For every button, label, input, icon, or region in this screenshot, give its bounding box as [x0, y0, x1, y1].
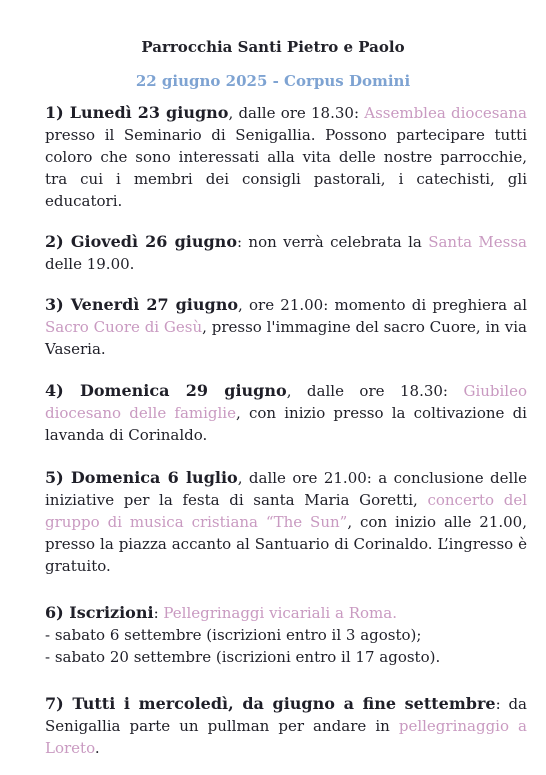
- list-item: - sabato 6 settembre (iscrizioni entro il 3 agosto);: [45, 626, 422, 644]
- notice-title: 3) Venerdì 27 giugno: [45, 295, 239, 314]
- notice-link[interactable]: Giubileo diocesano delle famiglie: [45, 382, 528, 422]
- notice-item-6: [45, 602, 527, 668]
- notice-text: presso il Seminario di Senigallia. Possono partecipare tutti coloro che sono interessati alla vita delle nostre parrocchie, tra cui i membri dei consigli pastorali, i catechisti, gli educatori.: [45, 126, 527, 210]
- notice-link[interactable]: Santa Messa: [428, 233, 527, 251]
- notice-title: 1) Lunedì 23 giugno: [45, 103, 229, 122]
- notice-text: , dalle ore 21.00: a conclusione delle iniziative per la festa di santa Maria Goretti,: [45, 469, 528, 509]
- notice-item-1: [45, 102, 527, 212]
- parish-name: Parrocchia Santi Pietro e Paolo: [141, 38, 405, 56]
- notice-item-5: [45, 467, 527, 577]
- notice-text: delle 19.00.: [45, 255, 135, 273]
- notice-text: , con inizio presso la coltivazione di lavanda di Corinaldo.: [45, 404, 527, 444]
- notice-title: 5) Domenica 6 luglio: [45, 468, 238, 487]
- notice-text: , dalle ore 18.30:: [228, 104, 365, 122]
- notice-text: , con inizio alle 21.00, presso la piazza accanto al Santuario di Corinaldo. L’ingresso è gratuito.: [45, 513, 527, 575]
- notice-link[interactable]: Sacro Cuore di Gesù: [45, 318, 203, 336]
- notice-title: 4) Domenica 29 giugno: [45, 381, 287, 400]
- notice-title: 6) Iscrizioni: [45, 603, 154, 622]
- notice-text: , presso l'immagine del sacro Cuore, in via Vaseria.: [45, 318, 527, 358]
- notice-link[interactable]: Assemblea diocesana: [364, 104, 527, 122]
- notice-text: : non verrà celebrata la: [237, 233, 429, 251]
- date-title: 22 giugno 2025 - Corpus Domini: [135, 72, 411, 90]
- notice-text: , dalle ore 18.30:: [286, 382, 464, 400]
- notice-link[interactable]: concerto del gruppo di musica cristiana “The Sun”: [45, 491, 527, 531]
- notice-title: 7) Tutti i mercoledì, da giugno a fine settembre: [45, 694, 496, 713]
- notice-text: :: [153, 604, 164, 622]
- notice-link[interactable]: pellegrinaggio a Loreto: [45, 717, 528, 757]
- notice-title: 2) Giovedì 26 giugno: [45, 232, 237, 251]
- notice-item-3: [45, 294, 527, 360]
- notice-text: , ore 21.00: momento di preghiera al: [238, 296, 527, 314]
- notice-text: .: [94, 739, 100, 757]
- notice-item-2: [45, 231, 527, 275]
- notice-item-7: [45, 693, 527, 759]
- notice-text: : da Senigallia parte un pullman per andare in: [45, 695, 528, 735]
- notice-item-4: [45, 380, 527, 446]
- notice-link[interactable]: Pellegrinaggi vicariali a Roma.: [163, 604, 397, 622]
- list-item: - sabato 20 settembre (iscrizioni entro il 17 agosto).: [45, 648, 441, 666]
